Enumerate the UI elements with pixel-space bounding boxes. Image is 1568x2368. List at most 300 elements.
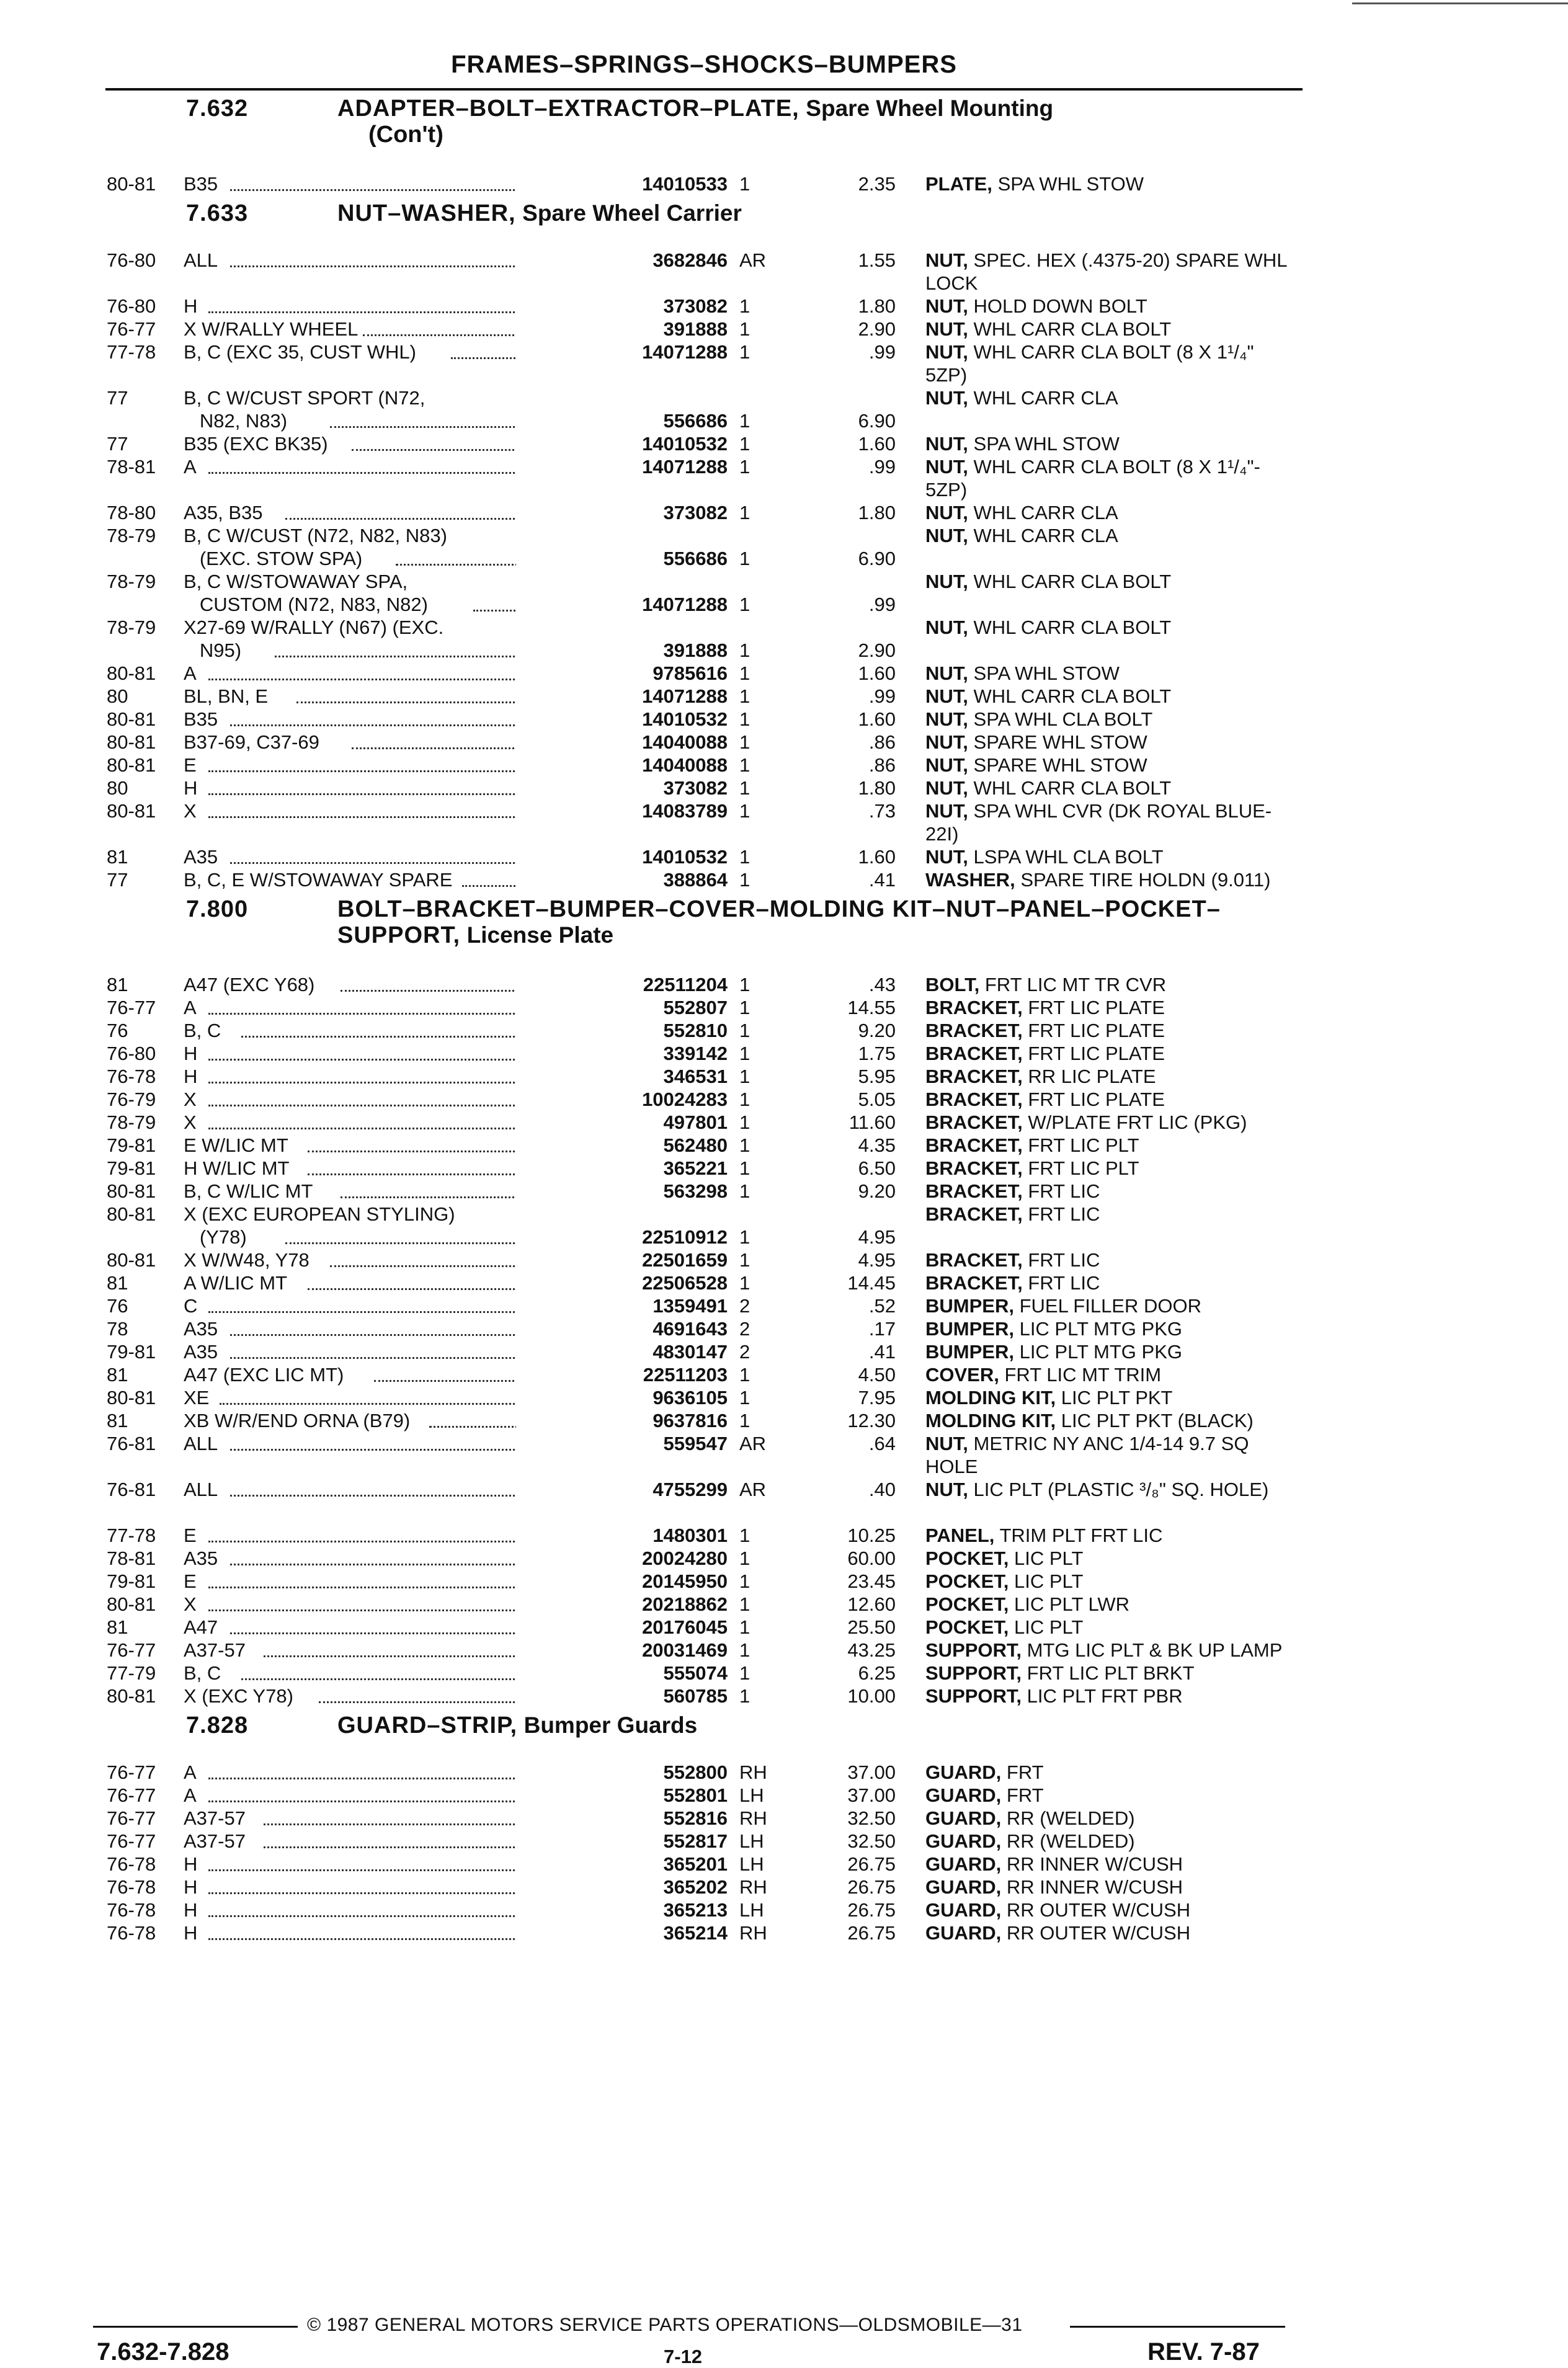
section-header: [107, 91, 1298, 172]
description-noun: NUT,: [925, 731, 968, 753]
part-number: 22506528: [516, 1271, 728, 1294]
description-noun: NUT,: [925, 754, 968, 776]
price: .41: [868, 869, 896, 891]
description-detail: LIC PLT PKT: [1061, 1387, 1173, 1409]
quantity: 1: [739, 1020, 751, 1041]
model-year: 79-81: [107, 1570, 156, 1592]
section-title: [337, 896, 1305, 948]
part-description: [925, 1249, 1291, 1271]
model-year: 78-79: [107, 571, 156, 592]
model-year: 81: [107, 974, 128, 995]
part-number: 556686: [516, 409, 728, 432]
price: .86: [868, 731, 896, 753]
table-row: [107, 1784, 1298, 1807]
quantity: RH: [739, 1761, 767, 1783]
part-description: [925, 1616, 1291, 1639]
part-number: 391888: [516, 318, 728, 341]
model-applicability: A W/LIC MT: [184, 1272, 288, 1294]
price: .43: [868, 974, 896, 995]
part-number: 552817: [516, 1830, 728, 1853]
page-number: 7-12: [664, 2346, 703, 2367]
model-year: 79-81: [107, 1134, 156, 1156]
price: 4.50: [858, 1364, 896, 1386]
part-number: 346531: [516, 1065, 728, 1088]
part-description: [925, 1593, 1291, 1616]
price: 2.90: [858, 318, 896, 340]
description-noun: POCKET,: [925, 1593, 1009, 1615]
description-noun: BRACKET,: [925, 1066, 1023, 1087]
table-row: [107, 1662, 1298, 1685]
table-row: [107, 777, 1298, 799]
model-applicability: E W/LIC MT: [184, 1134, 288, 1156]
price: 4.95: [858, 1249, 896, 1271]
part-description: [925, 754, 1291, 777]
section-header: [107, 891, 1298, 973]
description-detail: FRT LIC MT TRIM: [1004, 1364, 1162, 1386]
part-number: 497801: [516, 1111, 728, 1134]
description-noun: NUT,: [925, 708, 968, 730]
table-row: [107, 1157, 1298, 1180]
price: 32.50: [847, 1807, 896, 1829]
part-number: 365213: [516, 1898, 728, 1921]
price: 1.80: [858, 777, 896, 799]
model-applicability: A35: [184, 846, 218, 868]
part-number: 22511204: [516, 973, 728, 996]
description-noun: NUT,: [925, 800, 968, 822]
model-applicability: H W/LIC MT: [184, 1157, 290, 1179]
part-number: 14071288: [516, 593, 728, 616]
description-noun: BUMPER,: [925, 1341, 1014, 1363]
price: .64: [868, 1433, 896, 1454]
quantity: 1: [739, 1249, 751, 1271]
quantity: 1: [739, 846, 751, 868]
description-detail: SPARE TIRE HOLDN (9.011): [1020, 869, 1271, 891]
part-number: 1480301: [516, 1524, 728, 1547]
quantity: RH: [739, 1807, 767, 1829]
page-title: FRAMES–SPRINGS–SHOCKS–BUMPERS: [451, 51, 957, 78]
model-year: 80: [107, 777, 128, 799]
model-applicability: E: [184, 1525, 197, 1546]
part-description: [925, 432, 1291, 455]
table-row: [107, 1019, 1298, 1042]
part-number: 20031469: [516, 1639, 728, 1662]
price: 1.75: [858, 1043, 896, 1064]
model-applicability: H: [184, 1876, 198, 1898]
model-applicability: ALL: [184, 1479, 218, 1500]
quantity: 1: [739, 1364, 751, 1386]
price: 37.00: [847, 1761, 896, 1783]
description-detail: WHL CARR CLA: [973, 525, 1118, 546]
description-noun: NUT,: [925, 685, 968, 707]
model-applicability: H: [184, 777, 198, 799]
quantity: 1: [739, 1272, 751, 1294]
part-description: [925, 1340, 1291, 1363]
model-applicability: X: [184, 800, 197, 822]
description-noun: NUT,: [925, 1433, 968, 1454]
model-applicability: E: [184, 754, 197, 776]
section-7-828: [107, 1707, 1298, 1944]
model-applicability: A: [184, 662, 197, 684]
part-description: [925, 1180, 1291, 1203]
table-row: [107, 1616, 1298, 1639]
table-row: [107, 1386, 1298, 1409]
model-year: 80-81: [107, 1180, 156, 1202]
model-applicability: A: [184, 997, 197, 1018]
price: 4.35: [858, 1134, 896, 1156]
model-applicability: E: [184, 1570, 197, 1592]
model-applicability: X W/RALLY WHEEL: [184, 318, 359, 340]
section-subtitle: Spare Wheel Mounting: [806, 96, 1054, 121]
description-detail: SPEC. HEX (.4375-20) SPARE WHL LOCK: [925, 249, 1287, 294]
model-year: 80-81: [107, 1685, 156, 1707]
price: 12.30: [847, 1410, 896, 1431]
section-number: 7.633: [186, 200, 249, 226]
description-noun: NUT,: [925, 571, 968, 592]
description-noun: GUARD,: [925, 1807, 1002, 1829]
description-noun: POCKET,: [925, 1616, 1009, 1638]
model-year: 80-81: [107, 708, 156, 730]
table-row: [107, 524, 1298, 570]
model-year: 76: [107, 1295, 128, 1317]
price: 1.60: [858, 662, 896, 684]
quantity: 1: [739, 318, 751, 340]
model-year: 78-81: [107, 456, 156, 478]
price: 6.50: [858, 1157, 896, 1179]
part-description: [925, 731, 1291, 754]
part-description: [925, 1876, 1291, 1898]
model-applicability: A47 (EXC LIC MT): [184, 1364, 344, 1386]
description-detail: FUEL FILLER DOOR: [1019, 1295, 1201, 1317]
part-number: 556686: [516, 547, 728, 570]
description-noun: NUT,: [925, 456, 968, 478]
part-number: 22501659: [516, 1249, 728, 1271]
table-row: [107, 1065, 1298, 1088]
table-row: [107, 1203, 1298, 1249]
part-number: 20145950: [516, 1570, 728, 1593]
quantity: 1: [739, 594, 751, 615]
price: 7.95: [858, 1387, 896, 1409]
price: 5.05: [858, 1088, 896, 1110]
price: 11.60: [849, 1111, 896, 1133]
description-noun: NUT,: [925, 662, 968, 684]
part-number: 552816: [516, 1807, 728, 1830]
description-noun: PANEL,: [925, 1525, 995, 1546]
model-year: 77: [107, 387, 128, 409]
quantity: 1: [739, 341, 751, 363]
price: 2.35: [858, 173, 896, 195]
quantity: 1: [739, 1088, 751, 1110]
model-applicability: H: [184, 1922, 198, 1944]
part-description: [925, 1363, 1291, 1386]
quantity: 1: [739, 1525, 751, 1546]
table-row: [107, 1921, 1298, 1944]
description-noun: BRACKET,: [925, 1180, 1023, 1202]
description-detail: WHL CARR CLA BOLT: [973, 685, 1172, 707]
quantity: 1: [739, 1387, 751, 1409]
quantity: 1: [739, 997, 751, 1018]
description-detail: RR OUTER W/CUSH: [1006, 1922, 1191, 1944]
model-applicability: X (EXC Y78): [184, 1685, 293, 1707]
description-detail: RR INNER W/CUSH: [1006, 1853, 1183, 1875]
price: 1.55: [858, 249, 896, 271]
model-applicability: A35, B35: [184, 502, 263, 523]
description-noun: NUT,: [925, 777, 968, 799]
section-header: [107, 1707, 1298, 1761]
part-description: [925, 1524, 1291, 1547]
part-description: [925, 172, 1291, 195]
description-detail: SPARE WHL STOW: [973, 731, 1147, 753]
part-number: 14010532: [516, 432, 728, 455]
model-applicability: B, C, E W/STOWAWAY SPARE: [184, 869, 453, 891]
part-description: [925, 1111, 1291, 1134]
description-noun: BRACKET,: [925, 1272, 1023, 1294]
quantity: 1: [739, 708, 751, 730]
part-number: 1359491: [516, 1294, 728, 1317]
description-detail: SPA WHL CVR (DK ROYAL BLUE-22I): [925, 800, 1272, 845]
model-applicability: A35: [184, 1341, 218, 1363]
quantity: 1: [739, 754, 751, 776]
model-year: 78-80: [107, 502, 156, 523]
section-number: 7.800: [186, 896, 249, 922]
description-noun: MOLDING KIT,: [925, 1387, 1056, 1409]
quantity: 2: [739, 1295, 751, 1317]
quantity: 1: [739, 295, 751, 317]
table-row: [107, 799, 1298, 845]
model-applicability: B35 (EXC BK35): [184, 433, 328, 455]
part-description: [925, 455, 1291, 501]
table-row: [107, 1271, 1298, 1294]
part-number: 9785616: [516, 662, 728, 685]
section-number: 7.828: [186, 1712, 249, 1738]
table-row: [107, 973, 1298, 996]
price: 1.60: [858, 846, 896, 868]
table-row: [107, 868, 1298, 891]
price: .17: [868, 1318, 896, 1340]
description-noun: SUPPORT,: [925, 1662, 1022, 1684]
description-detail: LSPA WHL CLA BOLT: [973, 846, 1164, 868]
model-year: 76: [107, 1020, 128, 1041]
model-year: 80-81: [107, 1203, 156, 1225]
model-year: 80-81: [107, 173, 156, 195]
description-detail: LIC PLT: [1013, 1616, 1084, 1638]
description-detail: FRT LIC PLT: [1028, 1157, 1139, 1179]
description-noun: BRACKET,: [925, 1088, 1023, 1110]
description-detail: WHL CARR CLA BOLT (8 X 1¹/₄"- 5ZP): [925, 456, 1260, 501]
description-detail: LIC PLT: [1013, 1570, 1084, 1592]
model-year: 79-81: [107, 1341, 156, 1363]
table-row: [107, 1294, 1298, 1317]
model-applicability: XE: [184, 1387, 210, 1409]
parts-list: [107, 91, 1298, 1944]
part-number: 9636105: [516, 1386, 728, 1409]
model-year: 80-81: [107, 1387, 156, 1409]
model-year: 76-77: [107, 1639, 156, 1661]
part-description: [925, 1685, 1291, 1707]
part-number: 14010532: [516, 845, 728, 868]
table-row: [107, 1898, 1298, 1921]
description-detail: MTG LIC PLT & BK UP LAMP: [1027, 1639, 1283, 1661]
table-row: [107, 1639, 1298, 1662]
part-description: [925, 1042, 1291, 1065]
table-row: [107, 754, 1298, 777]
part-number: 365201: [516, 1853, 728, 1876]
table-row: [107, 1363, 1298, 1386]
model-applicability: C: [184, 1295, 198, 1317]
model-applicability: B35: [184, 173, 218, 195]
quantity: AR: [739, 1479, 767, 1500]
price: .40: [868, 1479, 896, 1500]
model-year: 77: [107, 869, 128, 891]
part-description: [925, 1271, 1291, 1294]
quantity: RH: [739, 1876, 767, 1898]
model-year: 80-81: [107, 662, 156, 684]
model-applicability: B, C: [184, 1662, 221, 1684]
price: 5.95: [858, 1066, 896, 1087]
part-description: [925, 501, 1291, 524]
table-row: [107, 172, 1298, 195]
table-row: [107, 731, 1298, 754]
part-description: [925, 868, 1291, 891]
description-detail: FRT LIC: [1028, 1272, 1100, 1294]
price: 6.90: [858, 410, 896, 432]
quantity: 1: [739, 1043, 751, 1064]
table-row: [107, 1830, 1298, 1853]
quantity: 1: [739, 1662, 751, 1684]
quantity: 1: [739, 1593, 751, 1615]
description-detail: WHL CARR CLA BOLT (8 X 1¹/₄" 5ZP): [925, 341, 1254, 386]
quantity: RH: [739, 1922, 767, 1944]
model-year: 76-77: [107, 1807, 156, 1829]
model-year: 76-80: [107, 249, 156, 271]
section-name: BOLT–BRACKET–BUMPER–COVER–MOLDING KIT–NUT–PANEL–POCKET–SUPPORT,: [337, 896, 1221, 948]
model-applicability: B37-69, C37-69: [184, 731, 319, 753]
description-noun: GUARD,: [925, 1784, 1002, 1806]
copyright-text: © 1987 GENERAL MOTORS SERVICE PARTS OPERATIONS—OLDSMOBILE—31: [307, 2315, 1023, 2335]
price: 6.90: [858, 548, 896, 569]
description-noun: BOLT,: [925, 974, 980, 995]
part-description: [925, 777, 1291, 799]
part-number: 559547: [516, 1432, 728, 1455]
table-row: [107, 501, 1298, 524]
quantity: 1: [739, 1134, 751, 1156]
section-continued: (Con't): [368, 122, 443, 148]
table-row: [107, 1317, 1298, 1340]
price: .99: [868, 685, 896, 707]
description-noun: COVER,: [925, 1364, 999, 1386]
part-number: 9637816: [516, 1409, 728, 1432]
description-detail: SPA WHL CLA BOLT: [973, 708, 1153, 730]
part-description: [925, 1432, 1291, 1478]
description-detail: TRIM PLT FRT LIC: [999, 1525, 1163, 1546]
description-detail: LIC PLT MTG PKG: [1019, 1318, 1182, 1340]
part-description: [925, 386, 1291, 409]
quantity: 1: [739, 173, 751, 195]
description-noun: GUARD,: [925, 1922, 1002, 1944]
description-detail: LIC PLT FRT PBR: [1027, 1685, 1183, 1707]
quantity: 1: [739, 1410, 751, 1431]
table-row: [107, 996, 1298, 1019]
model-year: 76-80: [107, 295, 156, 317]
section-7-800: [107, 891, 1298, 1707]
part-description: [925, 1386, 1291, 1409]
part-description: [925, 341, 1291, 386]
part-description: [925, 616, 1291, 639]
part-description: [925, 570, 1291, 593]
price: 6.25: [858, 1662, 896, 1684]
part-description: [925, 1478, 1291, 1501]
model-applicability: BL, BN, E: [184, 685, 269, 707]
model-applicability: B, C (EXC 35, CUST WHL): [184, 341, 416, 363]
table-row: [107, 1593, 1298, 1616]
description-noun: POCKET,: [925, 1570, 1009, 1592]
table-row: [107, 570, 1298, 616]
quantity: LH: [739, 1830, 764, 1852]
description-detail: LIC PLT (PLASTIC ³/₈" SQ. HOLE): [973, 1479, 1269, 1500]
quantity: 1: [739, 1616, 751, 1638]
section-header: [107, 195, 1298, 249]
part-description: [925, 1019, 1291, 1042]
part-number: 14071288: [516, 455, 728, 478]
description-detail: WHL CARR CLA BOLT: [973, 777, 1172, 799]
quantity: 1: [739, 433, 751, 455]
part-number: 20176045: [516, 1616, 728, 1639]
model-year: 81: [107, 1616, 128, 1638]
table-row: [107, 708, 1298, 731]
description-noun: BRACKET,: [925, 1134, 1023, 1156]
table-row: [107, 1876, 1298, 1898]
model-applicability: H: [184, 1899, 198, 1921]
part-description: [925, 1088, 1291, 1111]
part-number: 373082: [516, 295, 728, 318]
table-row: [107, 1761, 1298, 1784]
part-description: [925, 973, 1291, 996]
description-noun: NUT,: [925, 341, 968, 363]
model-year: 76-77: [107, 1761, 156, 1783]
price: .99: [868, 456, 896, 478]
price: 4.95: [858, 1226, 896, 1248]
table-row: [107, 1249, 1298, 1271]
description-noun: SUPPORT,: [925, 1639, 1022, 1661]
description-noun: NUT,: [925, 249, 968, 271]
model-applicability: A35: [184, 1547, 218, 1569]
table-row: [107, 1685, 1298, 1707]
description-noun: BRACKET,: [925, 1203, 1023, 1225]
price: .99: [868, 594, 896, 615]
part-description: [925, 318, 1291, 341]
copyright-line: [93, 2310, 1285, 2335]
part-number: 14040088: [516, 731, 728, 754]
part-number: 20218862: [516, 1593, 728, 1616]
part-description: [925, 1639, 1291, 1662]
price: 26.75: [847, 1853, 896, 1875]
price: 1.60: [858, 433, 896, 455]
model-year: 80-81: [107, 754, 156, 776]
model-year: 76-78: [107, 1853, 156, 1875]
description-noun: SUPPORT,: [925, 1685, 1022, 1707]
section-name: ADAPTER–BOLT–EXTRACTOR–PLATE,: [337, 96, 800, 122]
model-applicability: X27-69 W/RALLY (N67) (EXC. N95): [184, 616, 444, 661]
part-number: 4691643: [516, 1317, 728, 1340]
model-applicability: B, C W/STOWAWAY SPA, CUSTOM (N72, N83, N82): [184, 571, 428, 615]
section-title: [337, 96, 1305, 148]
quantity: LH: [739, 1784, 764, 1806]
table-row: [107, 1570, 1298, 1593]
price: 1.60: [858, 708, 896, 730]
model-year: 76-81: [107, 1479, 156, 1500]
part-number: 4755299: [516, 1478, 728, 1501]
part-description: [925, 1662, 1291, 1685]
table-row: [107, 1853, 1298, 1876]
